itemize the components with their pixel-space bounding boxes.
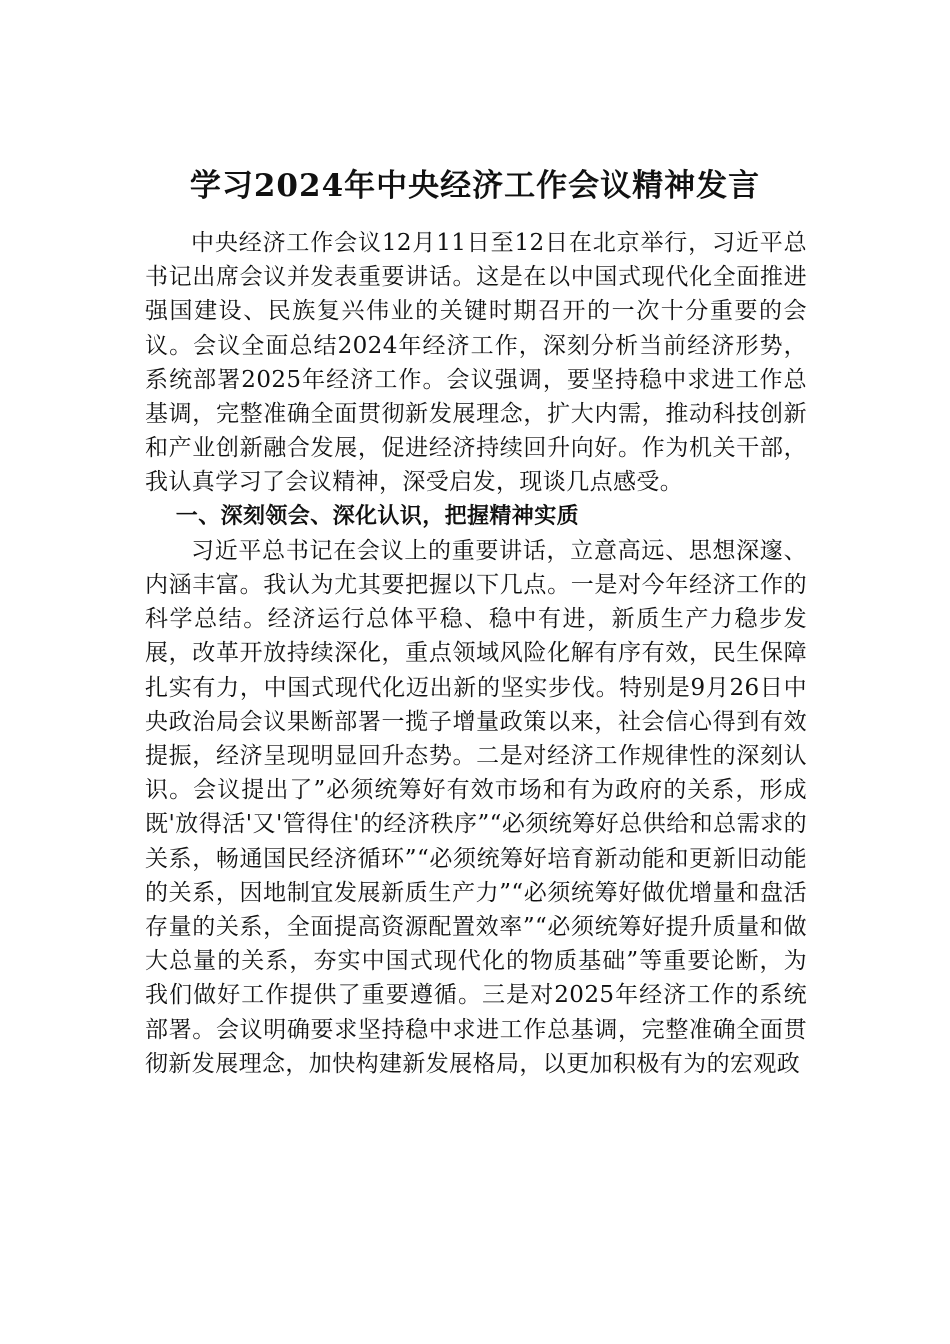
paragraph-intro: 中央经济工作会议12月11日至12日在北京举行，习近平总书记出席会议并发表重要讲话。这是在以中国式现代化全面推进强国建设、民族复兴伟业的关键时期召开的一次十分重要的会议。会议全面总结2024年经济工作，深刻分析当前经济形势，系统部署2025年经济工作。会议强调，要坚持稳中求进工作总基调，完整准确全面贯彻新发展理念，扩大内需，推动科技创新和产业创新融合发展，促进经济持续回升向好。作为机关干部，我认真学习了会议精神，深受启发，现谈几点感受。 [145, 230, 807, 496]
section-heading-1: 一、深刻领会、深化认识，把握精神实质 [175, 503, 579, 529]
paragraph-section-1: 习近平总书记在会议上的重要讲话，立意高远、思想深邃、内涵丰富。我认为尤其要把握以下几点。一是对今年经济工作的科学总结。经济运行总体平稳、稳中有进，新质生产力稳步发展，改革开放持续深化，重点领域风险化解有序有效，民生保障扎实有力，中国式现代化迈出新的坚实步伐。特别是9月26日中央政治局会议果断部署一揽子增量政策以来，社会信心得到有效提振，经济呈现明显回升态势。二是对经济工作规律性的深刻认识。会议提出了”必须统筹好有效市场和有为政府的关系，形成既'放得活'又'管得住'的经济秩序”“必须统筹好总供给和总需求的关系，畅通国民经济循环”“必须统筹好培育新动能和更新旧动能的关系，因地制宜发展新质生产力”“必须统筹好做优增量和盘活存量的关系，全面提高资源配置效率”“必须统筹好提升质量和做大总量的关系，夯实中国式现代化的物质基础”等重要论断，为我们做好工作提供了重要遵循。三是对2025年经济工作的系统部署。会议明确要求坚持稳中求进工作总基调，完整准确全面贯彻新发展理念，加快构建新发展格局，以更加积极有为的宏观政 [145, 537, 807, 1077]
document-body [145, 226, 807, 1081]
document-title: 学习2024年中央经济工作会议精神发言 [189, 168, 761, 204]
